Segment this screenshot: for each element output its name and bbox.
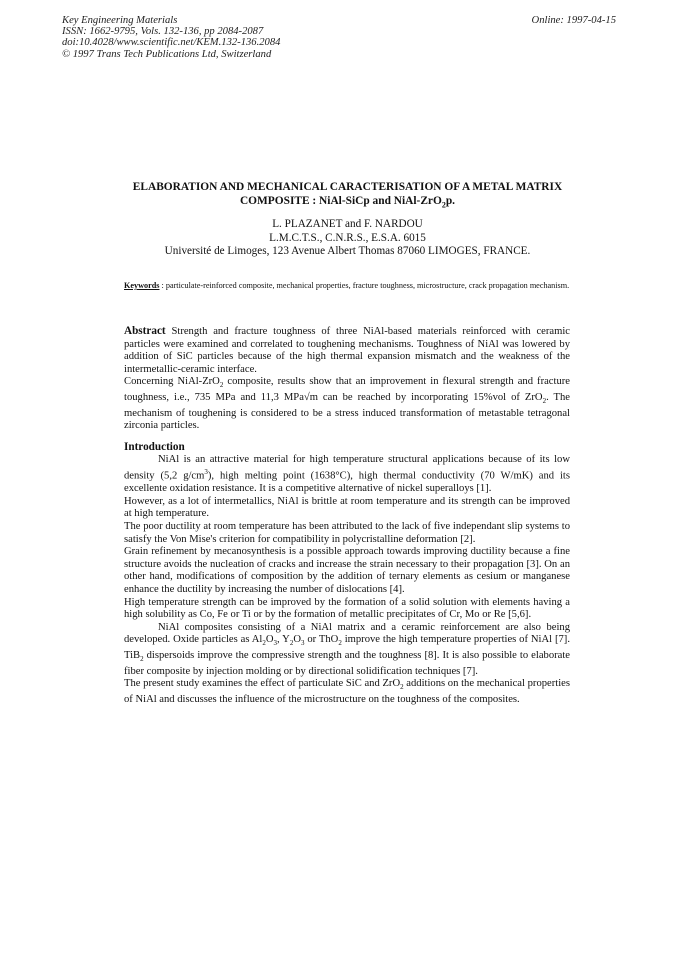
title-line-2: COMPOSITE : NiAl-SiCp and NiAl-ZrO$_2$p. <box>239 194 456 209</box>
paper-title <box>120 181 575 211</box>
title-line-1: ELABORATION AND MECHANICAL CARACTERISATION OF A METAL MATRIX <box>132 181 563 193</box>
author-lab: L.M.C.T.S., C.N.R.S., E.S.A. 6015 <box>269 231 426 244</box>
intro-paragraph-5: High temperature strength can be improved by the formation of a solid solution with elements having a high solubility as Co, Fe or Ti or by the formation of metallic precipitates of Cr, Mo or Re [5,6]. <box>124 596 570 621</box>
intro-paragraph-6: NiAl composites consisting of a NiAl matrix and a ceramic reinforcement are also being developed. Oxide particles as $Al_2O_3$, $Y_2O_3$ or ThO$_2$ improve the high temperature properties of NiAl [7]. TiB$_2$ dispersoids improve the compressive strength and the toughness [8]. It is also possible to elaborate fiber composite by injection molding or by directional solidification techniques [7]. <box>124 621 570 677</box>
journal-header <box>62 15 618 60</box>
intro-paragraph-4: Grain refinement by mecanosynthesis is a possible approach towards improving ductility because a fine structure avoids the nucleation of cracks and increase the strain necessary to their propagation [3]. On an other hand, modifications of composition by the addition of ternary elements as cesium or manganese enhance the ductility by increasing the number of dislocations [4]. <box>124 546 570 596</box>
abstract-paragraph-2: Concerning NiAl-ZrO$_2$ composite, results show that an improvement in flexural strength and fracture toughness, i.e., 735 MPa and 11,3 MPa√m can be reached by incorporating 15%vol of ZrO$_2$. The mechanism of toughening is considered to be a stress induced transformation of metastable tetragonal zirconia particles. <box>124 376 570 432</box>
paper-body <box>124 325 570 707</box>
introduction-heading: Introduction <box>124 440 185 453</box>
issn-line: ISSN: 1662-9795, Vols. 132-136, pp 2084-2087 <box>62 26 264 38</box>
copyright-line: © 1997 Trans Tech Publications Ltd, Switzerland <box>62 48 272 60</box>
keywords-text: : particulate-reinforced composite, mechanical properties, fracture toughness, microstructure, crack propagation mechanism. <box>159 281 570 290</box>
author-address: Université de Limoges, 123 Avenue Albert Thomas 87060 LIMOGES, FRANCE. <box>164 245 531 257</box>
keywords-label: Keywords <box>124 281 160 290</box>
intro-paragraph-3: The poor ductility at room temperature has been attributed to the lack of five independant slip systems to satisfy the Von Mise's criterion for compatibility in polycristalline deformation [2]. <box>124 521 570 545</box>
intro-paragraph-7: The present study examines the effect of particulate SiC and ZrO$_2$ additions on the mechanical properties of NiAl and discusses the influence of the microstructure on the toughness of the composites. <box>124 678 570 706</box>
keywords-block <box>124 281 570 291</box>
journal-name: Key Engineering Materials <box>62 15 178 26</box>
author-block <box>120 218 575 259</box>
abstract-paragraph-1: Abstract Strength and fracture toughness of three NiAl-based materials reinforced with ceramic particles were examined and correlated to toughening mechanisms. Toughness of NiAl was lowered by addition of SiC particles because of the high thermal expansion mismatch and the weakness of the intermetallic-ceramic interface. <box>124 325 570 375</box>
intro-paragraph-1: NiAl is an attractive material for high temperature structural applications because of its low density (5,2 $g/cm^3$), high melting point (1638°C), high thermal conductivity (70 W/mK) and its excellente oxidation resistance. It is a competitive alternative of nickel superalloys [1]. <box>124 453 570 495</box>
doi-line: doi:10.4028/www.scientific.net/KEM.132-136.2084 <box>62 37 281 49</box>
author-names: L. PLAZANET and F. NARDOU <box>272 218 423 230</box>
intro-paragraph-2: However, as a lot of intermetallics, NiAl is brittle at room temperature and its strength can be improved at high temperature. <box>124 495 570 520</box>
online-date: Online: 1997-04-15 <box>531 15 616 26</box>
abstract-label: Abstract <box>124 325 166 337</box>
